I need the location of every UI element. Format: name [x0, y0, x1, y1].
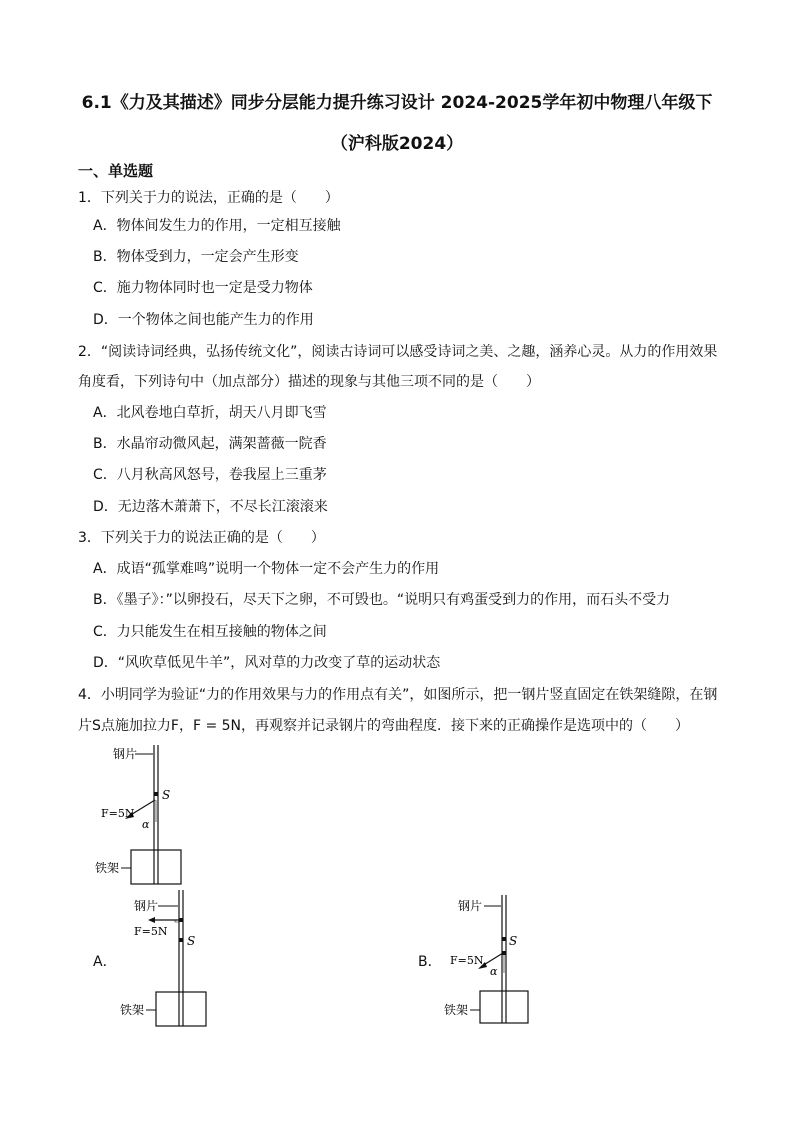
- q2-option-a: A．北风卷地白草折，胡天八月即飞雪: [93, 405, 327, 421]
- page-title-line1: 6.1《力及其描述》同步分层能力提升练习设计 2024-2025学年初中物理八年级下: [81, 93, 713, 113]
- q2-option-c: C．八月秋高风怒号，卷我屋上三重茅: [93, 467, 327, 483]
- q1-option-c: C．施力物体同时也一定是受力物体: [93, 280, 313, 296]
- fig-b-force-point: [502, 937, 506, 941]
- q4-stem-line2: 片S点施加拉力F，F = 5N，再观察并记录钢片的弯曲程度．接下来的正确操作是选项中的（ ）: [78, 718, 690, 734]
- fig-a-force-arrow-head: [148, 917, 155, 923]
- q3-option-c: C．力只能发生在相互接触的物体之间: [93, 624, 327, 640]
- fig-b-stand-label: 铁架: [444, 1003, 469, 1017]
- q4-option-b-figure: [440, 893, 550, 1028]
- q3-option-a: A．成语“孤掌难鸣”说明一个物体一定不会产生力的作用: [93, 561, 440, 577]
- fig-a-steel-label: 钢片: [134, 899, 159, 913]
- fig-b-stand-block: [480, 991, 528, 1023]
- fig-a-force-point: [179, 918, 183, 922]
- fig-stand-label: 铁架: [95, 861, 120, 875]
- page-title-line2: （沪科版2024）: [330, 134, 464, 154]
- q4-main-figure: [95, 742, 195, 887]
- fig-force-label: F=5N: [101, 807, 135, 820]
- fig-b-force-label: F=5N: [450, 954, 484, 967]
- fig-a-force-label: F=5N: [134, 925, 168, 938]
- q4-option-a-label: A．: [93, 954, 117, 970]
- q3-option-b: B．《墨子》：”以卵投石，尽天下之卵，不可毁也。“说明只有鸡蛋受到力的作用，而石头不受力: [93, 592, 671, 608]
- q2-stem-line2: 角度看，下列诗句中（加点部分）描述的现象与其他三项不同的是（ ）: [78, 374, 540, 390]
- fig-a-stand-block: [156, 992, 206, 1026]
- q2-option-b: B．水晶帘动微风起，满架蔷薇一院香: [93, 436, 327, 452]
- fig-point-label: S: [162, 788, 171, 802]
- q2-stem-line1: 2．“阅读诗词经典，弘扬传统文化”，阅读古诗词可以感受诗词之美、之趣，涵养心灵。从力的作用效果: [78, 344, 718, 360]
- q1-option-b: B．物体受到力，一定会产生形变: [93, 249, 299, 265]
- fig-b-angle-label: α: [490, 965, 498, 978]
- q1-option-d: D．一个物体之间也能产生力的作用: [93, 312, 314, 328]
- q4-option-a-figure: [118, 888, 218, 1028]
- iron-stand-block: [131, 850, 181, 884]
- fig-a-s-point: [179, 938, 183, 942]
- force-point-marker: [154, 792, 158, 796]
- fig-b-point-label: S: [509, 934, 518, 948]
- fig-angle-label: α: [142, 818, 150, 831]
- q4-stem-line1: 4．小明同学为验证“力的作用效果与力的作用点有关”，如图所示，把一钢片竖直固定在铁架缝隙，在钢: [78, 687, 718, 703]
- q1-stem: 1．下列关于力的说法，正确的是（ ）: [78, 190, 339, 206]
- section-heading: 一、单选题: [78, 162, 154, 180]
- fig-a-point-label: S: [187, 934, 196, 948]
- fig-steel-label: 钢片: [113, 747, 138, 761]
- q3-option-d: D．“风吹草低见牛羊”，风对草的力改变了草的运动状态: [93, 655, 441, 671]
- q1-option-a: A．物体间发生力的作用，一定相互接触: [93, 218, 341, 234]
- fig-b-steel-label: 钢片: [458, 899, 483, 913]
- fig-a-stand-label: 铁架: [120, 1003, 145, 1017]
- q2-option-d: D．无边落木萧萧下，不尽长江滚滚来: [93, 499, 328, 515]
- q3-stem: 3．下列关于力的说法正确的是（ ）: [78, 530, 325, 546]
- q4-option-b-label: B．: [418, 954, 442, 970]
